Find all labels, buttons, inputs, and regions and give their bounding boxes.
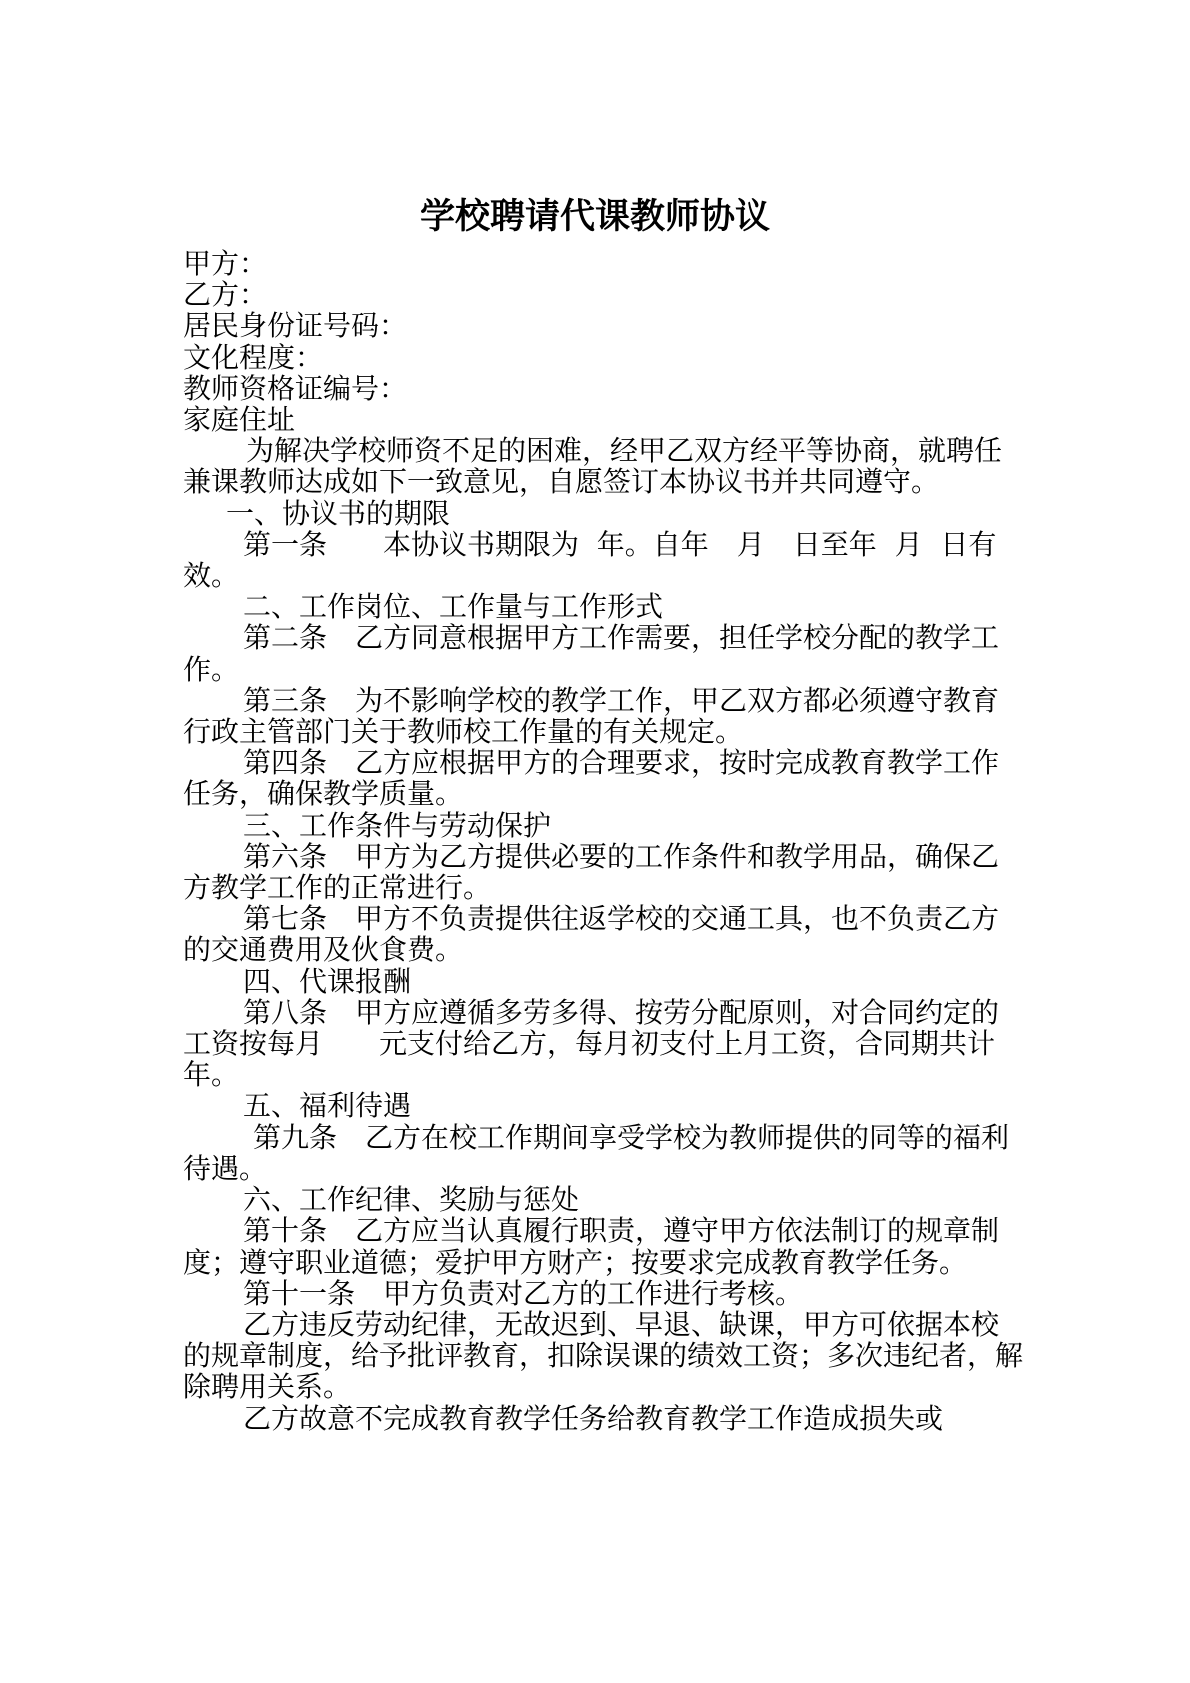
intentional-failure-paragraph: 乙方故意不完成教育教学任务给教育教学工作造成损失或 xyxy=(243,1401,944,1435)
article-4: 第四条 乙方应根据甲方的合理要求，按时完成教育教学工作任务，确保教学质量。 xyxy=(183,746,1000,811)
article-9: 第九条 乙方在校工作期间享受学校为教师提供的同等的福利待遇。 xyxy=(183,1120,1010,1185)
violation-paragraph: 乙方违反劳动纪律，无故迟到、早退、缺课，甲方可依据本校的规章制度，给予批评教育，扣除误课的绩效工资；多次违纪者，解除聘用关系。 xyxy=(183,1307,1024,1404)
section-heading-benefits: 五、福利待遇 xyxy=(243,1089,412,1123)
education-level-field: 文化程度： xyxy=(183,340,324,374)
article-2: 第二条 乙方同意根据甲方工作需要，担任学校分配的教学工作。 xyxy=(183,621,1000,686)
article-1: 第一条 本协议书期限为 年。自年 月 日至年 月 日有效。 xyxy=(183,527,997,593)
teacher-certificate-field: 教师资格证编号： xyxy=(183,371,408,405)
document-title: 学校聘请代课教师协议 xyxy=(419,196,770,237)
party-a-field: 甲方： xyxy=(183,247,268,280)
article-6: 第六条 甲方为乙方提供必要的工作条件和教学用品，确保乙方教学工作的正常进行。 xyxy=(183,839,1000,905)
article-10: 第十条 乙方应当认真履行职责，遵守甲方依法制订的规章制度；遵守职业道德；爱护甲方财产；按要求完成教育教学任务。 xyxy=(183,1214,1000,1279)
section-heading-conditions: 三、工作条件与劳动保护 xyxy=(243,808,552,842)
article-11: 第十一条 甲方负责对乙方的工作进行考核。 xyxy=(243,1276,804,1310)
party-b-field: 乙方： xyxy=(183,278,268,312)
home-address-field: 家庭住址 xyxy=(183,403,296,437)
article-7: 第七条 甲方不负责提供往返学校的交通工具，也不负责乙方的交通费用及伙食费。 xyxy=(183,902,1000,967)
section-heading-discipline: 六、工作纪律、奖励与惩处 xyxy=(243,1183,580,1217)
document-body xyxy=(183,248,1023,1434)
id-number-field: 居民身份证号码： xyxy=(183,309,408,343)
article-8: 第八条 甲方应遵循多劳多得、按劳分配原则，对合同约定的工资按每月 元支付给乙方，每月初支付上月工资，合同期共计 年。 xyxy=(183,995,1024,1092)
intro-paragraph: 为解决学校师资不足的困难，经甲乙双方经平等协商，就聘任兼课教师达成如下一致意见，自愿签订本协议书并共同遵守。 xyxy=(183,434,1003,499)
section-heading-term: 一、协议书的期限 xyxy=(226,496,451,530)
section-heading-pay: 四、代课报酬 xyxy=(243,964,412,998)
section-heading-position: 二、工作岗位、工作量与工作形式 xyxy=(243,590,664,624)
article-3: 第三条 为不影响学校的教学工作，甲乙双方都必须遵守教育行政主管部门关于教师校工作量的有关规定。 xyxy=(183,683,1000,749)
